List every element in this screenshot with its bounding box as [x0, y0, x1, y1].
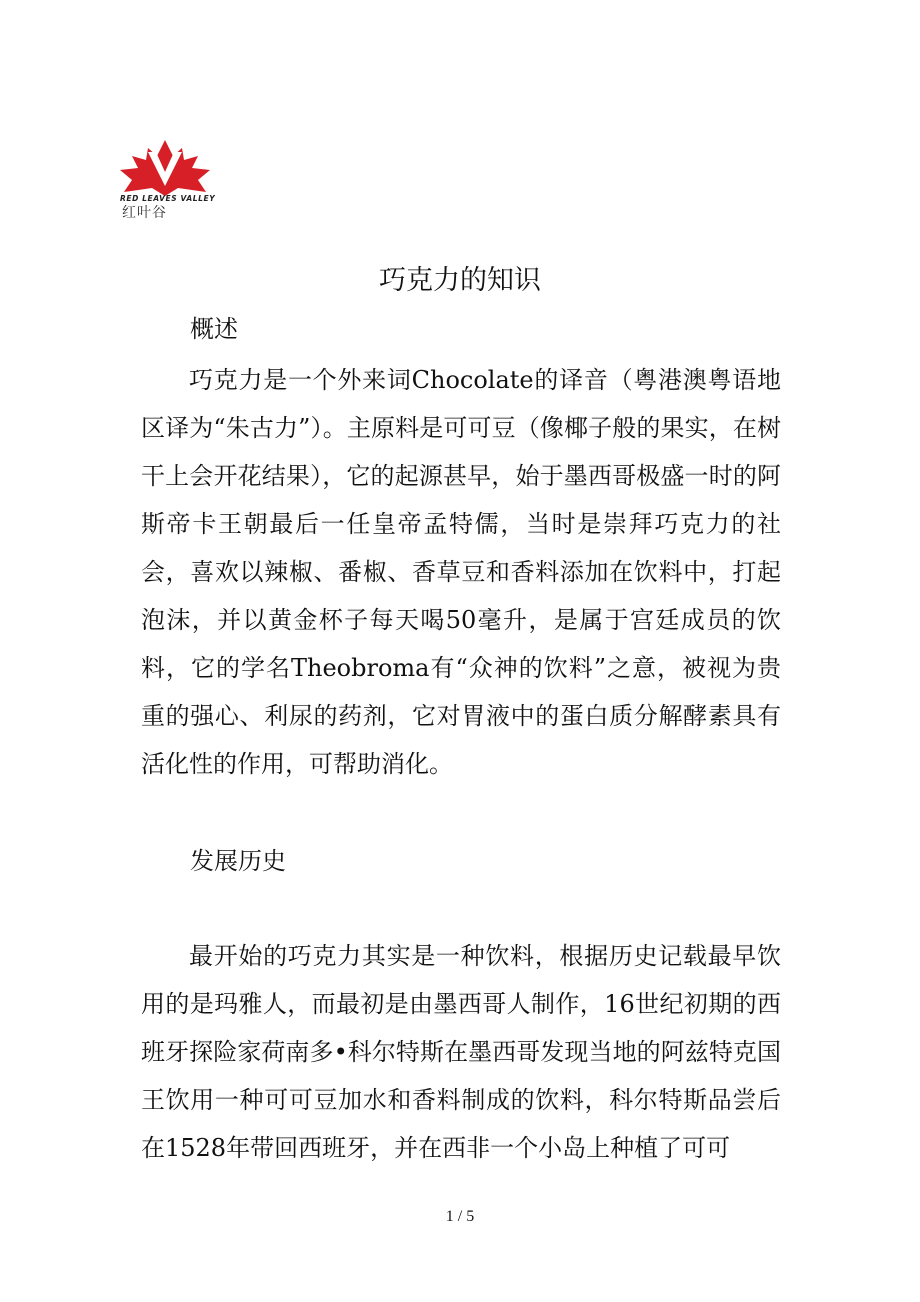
page-number: 1 / 5	[445, 1208, 475, 1225]
section-heading-history: 发展历史	[190, 847, 286, 875]
overview-paragraph: 巧克力是一个外来词Chocolate的译音（粤港澳粤语地区译为“朱古力”）。主原料是可可豆（像椰子般的果实，在树干上会开花结果），它的起源甚早，始于墨西哥极盛一时的阿斯帝卡王朝最后一任皇帝孟特儒，当时是崇拜巧克力的社会，喜欢以辣椒、番椒、香草豆和香料添加在饮料中，打起泡沫，并以黄金杯子每天喝50毫升，是属于宫廷成员的饮料，它的学名Theobroma有“众神的饮料”之意，被视为贵重的强心、利尿的药剂，它对胃液中的蛋白质分解酵素具有活化性的作用，可帮助消化。	[141, 366, 781, 778]
document-title: 巧克力的知识	[379, 265, 541, 296]
history-paragraph: 最开始的巧克力其实是一种饮料，根据历史记载最早饮用的是玛雅人，而最初是由墨西哥人制作，16世纪初期的西班牙探险家荷南多•科尔特斯在墨西哥发现当地的阿兹特克国王饮用一种可可豆加水和香料制成的饮料，科尔特斯品尝后在1528年带回西班牙，并在西非一个小岛上种植了可可	[141, 942, 781, 1162]
maple-leaf-icon	[118, 138, 212, 198]
section-heading-overview: 概述	[190, 315, 238, 343]
logo-english-text: RED LEAVES VALLEY	[120, 194, 216, 203]
logo-chinese-text: 红叶谷	[122, 205, 167, 221]
red-leaves-valley-logo	[118, 138, 216, 221]
